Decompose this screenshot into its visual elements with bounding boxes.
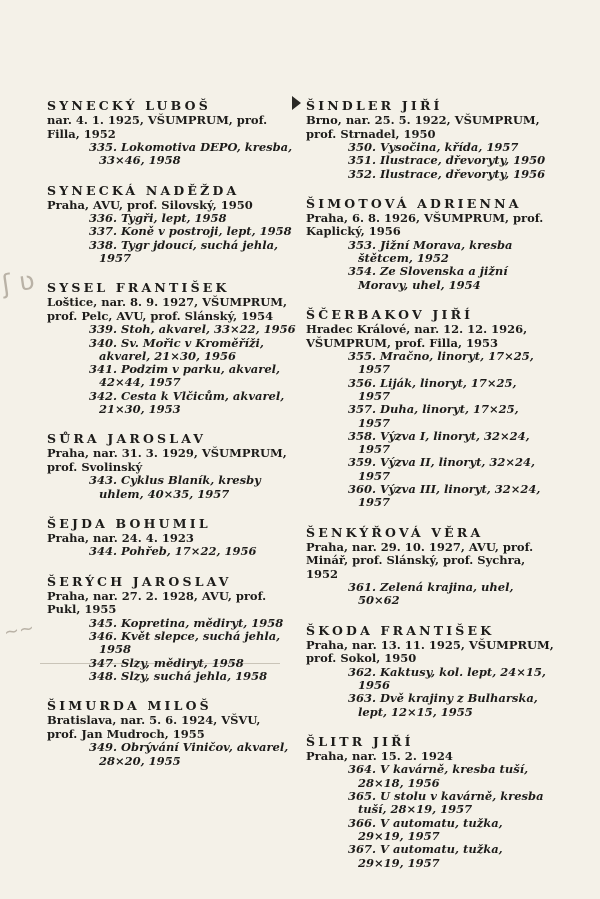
artist-entry (306, 734, 556, 870)
work-item: 343. Cyklus Blaník, kresby uhlem, 40×35, 1957 (89, 473, 261, 501)
work-item: 342. Cesta k Vlčicům, akvarel, 21×30, 1953 (89, 388, 285, 417)
works-list (306, 239, 556, 292)
artist-name: SYNECKÁ NADĚŽDA (47, 182, 240, 198)
artist-info: Praha, AVU, prof. Silovský, 1950 (47, 197, 253, 212)
work-item: 362. Kaktusy, kol. lept, 24×15, 1956 (348, 664, 546, 693)
works-list (47, 474, 309, 501)
work-item: 335. Lokomotiva DEPO, kresba, 33×46, 1958 (89, 140, 293, 168)
right-column (306, 98, 556, 885)
works-list (306, 350, 556, 510)
artist-info: nar. 4. 1. 1925, VŠUMPRUM, prof. (47, 113, 268, 127)
work-item: 358. Výzva I, linoryt, 32×24, 1957 (348, 428, 530, 457)
artist-entry (47, 280, 309, 416)
artist-entry (306, 307, 556, 510)
work-item: 366. V automatu, tužka, 29×19, 1957 (348, 815, 503, 843)
work-item: 345. Kopretina, mědiryt, 1958 (89, 615, 284, 630)
works-list (47, 212, 309, 265)
work-item: 338. Tygr jdoucí, suchá jehla, 1957 (89, 237, 279, 265)
artist-name: ŠČERBAKOV JIŘÍ (306, 307, 474, 323)
work-item: 357. Duha, linoryt, 17×25, 1957 (348, 402, 519, 430)
artist-info: prof. Svolinský (47, 459, 143, 474)
work-item: 363. Dvě krajiny z Bulharska, lept, 12×15, 1955 (348, 691, 538, 719)
work-item: 340. Sv. Mořic v Kroměříži, akvarel, 21×30, 1956 (89, 335, 264, 363)
artist-info: Pukl, 1955 (47, 602, 117, 617)
work-item: 352. Ilustrace, dřevoryty, 1956 (348, 166, 546, 181)
artist-info: Filla, 1952 (47, 126, 116, 141)
work-item: 359. Výzva II, linoryt, 32×24, 1957 (348, 455, 536, 483)
work-item: 365. U stolu v kavárně, kresba tuší, 28×19, 1957 (348, 789, 544, 817)
works-list (306, 666, 556, 719)
artist-info: Brno, nar. 25. 5. 1922, VŠUMPRUM, (306, 113, 540, 127)
artist-name: ŠIMURDA MILOŠ (47, 698, 212, 714)
artist-info: prof. Pelc, AVU, prof. Slánský, 1954 (47, 308, 274, 323)
artist-name: SYSEL FRANTIŠEK (47, 280, 230, 296)
work-item: 361. Zelená krajina, uhel, 50×62 (348, 580, 514, 608)
artist-entry (47, 183, 309, 266)
work-item: 349. Obrývání Viničov, akvarel, 28×20, 1955 (89, 740, 289, 768)
artist-entry (47, 574, 309, 683)
artist-entry (47, 98, 309, 168)
work-item: 354. Ze Slovenska a jižní Moravy, uhel, 1954 (348, 264, 508, 292)
artist-info: Bratislava, nar. 5. 6. 1924, VŠVU, (47, 713, 261, 728)
artist-entry (47, 431, 309, 501)
artist-name: ŠIMOTOVÁ ADRIENNA (306, 195, 522, 211)
work-item: 367. V automatu, tužka, 29×19, 1957 (348, 842, 503, 870)
artist-entry (47, 698, 309, 768)
work-item: 341. Podzim v parku, akvarel, 42×44, 1957 (89, 362, 281, 390)
artist-entry (306, 196, 556, 292)
artist-info: Praha, nar. 24. 4. 1923 (47, 530, 194, 545)
work-item: 355. Mračno, linoryt, 17×25, 1957 (348, 349, 534, 377)
work-item: 346. Květ slepce, suchá jehla, 1958 (89, 629, 281, 657)
artist-info: Hradec Králové, nar. 12. 12. 1926, (306, 322, 528, 337)
left-column (47, 98, 309, 783)
artist-name: ŠLITR JIŘÍ (306, 733, 414, 749)
artist-info: Praha, 6. 8. 1926, VŠUMPRUM, prof. (306, 210, 544, 225)
artist-name: ŠERÝCH JAROSLAV (47, 573, 232, 589)
artist-info: Loštice, nar. 8. 9. 1927, VŠUMPRUM, (47, 295, 288, 310)
work-item: 336. Tygři, lept, 1958 (89, 211, 227, 226)
artist-entry (47, 516, 309, 559)
work-item: 337. Koně v postroji, lept, 1958 (89, 224, 292, 239)
artist-name: SŮRA JAROSLAV (47, 431, 207, 447)
artist-info: Praha, nar. 27. 2. 1928, AVU, prof. (47, 588, 267, 603)
pencil-annotation-2: ~~ (2, 617, 36, 644)
work-item: 350. Vysočina, křída, 1957 (348, 140, 519, 154)
artist-info: prof. Sokol, 1950 (306, 651, 417, 666)
artist-name: ŠINDLER JIŘÍ (306, 98, 443, 113)
works-list (306, 141, 556, 181)
works-list (306, 763, 556, 869)
work-item: 356. Liják, linoryt, 17×25, 1957 (348, 375, 517, 403)
artist-info: VŠUMPRUM, prof. Filla, 1953 (306, 335, 499, 350)
artist-info: Kaplický, 1956 (306, 224, 401, 239)
work-item: 348. Slzy, suchá jehla, 1958 (89, 668, 268, 683)
work-item: 360. Výzva III, linoryt, 32×24, 1957 (348, 482, 541, 510)
artist-info: prof. Jan Mudroch, 1955 (47, 726, 205, 741)
work-item: 347. Slzy, mědiryt, 1958 (89, 655, 244, 670)
works-list (47, 545, 309, 558)
works-list (47, 323, 309, 416)
artist-name: ŠEJDA BOHUMIL (47, 515, 211, 531)
works-list (306, 581, 556, 608)
work-item: 351. Ilustrace, dřevoryty, 1950 (348, 153, 546, 168)
works-list (47, 141, 309, 168)
work-item: 339. Stoh, akvarel, 33×22, 1956 (89, 322, 296, 337)
artist-info: Minář, prof. Slánský, prof. Sychra, (306, 553, 526, 568)
artist-entry (306, 623, 556, 719)
artist-entry (306, 98, 556, 181)
artist-name: SYNECKÝ LUBOŠ (47, 98, 211, 113)
artist-info: Praha, nar. 15. 2. 1924 (306, 748, 453, 763)
artist-name: ŠKODA FRANTIŠEK (306, 622, 495, 638)
artist-info: Praha, nar. 13. 11. 1925, VŠUMPRUM, (306, 637, 554, 652)
work-item: 364. V kavárně, kresba tuší, 28×18, 1956 (348, 762, 529, 790)
artist-info: 1952 (306, 566, 339, 581)
pencil-annotation: ʃ ʋ (0, 265, 37, 301)
artist-entry (306, 525, 556, 608)
work-item: 344. Pohřeb, 17×22, 1956 (89, 544, 257, 559)
artist-info: Praha, nar. 29. 10. 1927, AVU, prof. (306, 539, 534, 554)
artist-info: prof. Strnadel, 1950 (306, 126, 436, 141)
works-list (47, 617, 309, 683)
artist-info: Praha, nar. 31. 3. 1929, VŠUMPRUM, (47, 446, 287, 461)
artist-name: ŠENKÝŘOVÁ VĚRA (306, 524, 484, 540)
work-item: 353. Jižní Morava, kresba štětcem, 1952 (348, 237, 513, 266)
works-list (47, 741, 309, 768)
